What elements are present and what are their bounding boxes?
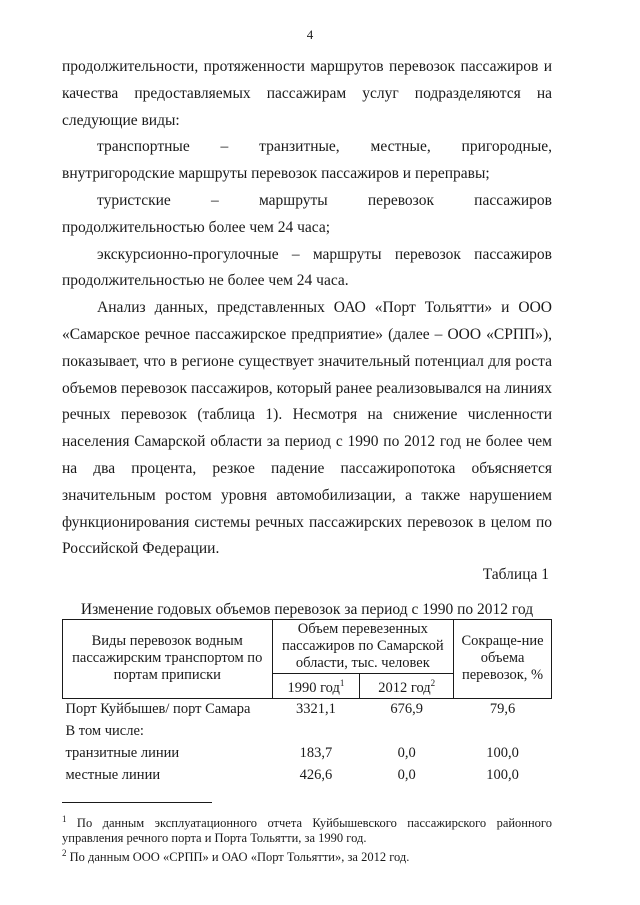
page-number: 4 xyxy=(306,27,314,42)
row-label: транзитные линии xyxy=(65,745,180,762)
data-table xyxy=(62,619,552,787)
footnote: $^2$ По данным ООО «СРПП» и ОАО «Порт Тольятти», за 2012 год. xyxy=(62,848,410,865)
cell-2012: 676,9 xyxy=(390,701,424,718)
cell-1990 xyxy=(272,721,360,743)
paragraph: экскурсионно-прогулочные – маршруты перевозок пассажиров продолжительностью не более чем 24 часа. xyxy=(62,245,552,290)
cell-2012: 0,0 xyxy=(397,745,416,762)
row-label: В том числе: xyxy=(65,723,144,740)
table-header-row xyxy=(63,620,552,674)
cell-1990: 426,6 xyxy=(299,767,333,784)
footnote-divider xyxy=(62,802,212,803)
cell-2012: 0,0 xyxy=(397,767,416,784)
header-1990: 1990 год$^1$ xyxy=(272,674,360,699)
row-label: местные линии xyxy=(65,767,161,784)
paragraph: продолжительности, протяженности маршрутов перевозок пассажиров и качества предоставляемых пассажирам услуг подразделяются на следующие виды: xyxy=(62,58,552,129)
header-reduction: Сокраще-ние объема перевозок, % xyxy=(454,620,552,699)
table-row xyxy=(63,765,552,787)
table-row xyxy=(63,743,552,765)
paragraph: транспортные – транзитные, местные, пригородные, внутригородские маршруты перевозок пассажиров и переправы; xyxy=(62,138,552,183)
cell-1990: 183,7 xyxy=(299,745,333,762)
table-label: Таблица 1 xyxy=(482,566,549,583)
paragraph: Анализ данных, представленных ОАО «Порт Тольятти» и ООО «Самарское речное пассажирское предприятие» (далее – ООО «СРПП»), показывает, что в регионе существует значительный потенциал для роста объемов перевозок пассажиров, который ранее реализовывался на линиях речных перевозок (таблица 1). Несмотря на снижение численности населения Самарской области за период с 1990 по 2012 год не более чем на два процента, резкое падение пассажиропотока объясняется значительным ростом уровня автомобилизации, а также нарушением функционирования системы речных пассажирских перевозок в целом по Российской Федерации. xyxy=(62,299,552,558)
header-volume: Объем перевезенных пассажиров по Самарской области, тыс. человек xyxy=(272,620,454,674)
body-text xyxy=(62,54,552,563)
cell-reduction: 100,0 xyxy=(486,767,519,784)
table-caption: Изменение годовых объемов перевозок за период с 1990 по 2012 год xyxy=(80,601,534,618)
paragraph: туристские – маршруты перевозок пассажиров продолжительностью более чем 24 часа; xyxy=(62,191,552,236)
footnotes xyxy=(62,812,552,865)
cell-reduction xyxy=(454,721,552,743)
cell-2012 xyxy=(360,721,454,743)
table-row xyxy=(63,721,552,743)
cell-reduction: 79,6 xyxy=(489,701,516,718)
header-2012: 2012 год$^2$ xyxy=(360,674,454,699)
cell-1990: 3321,1 xyxy=(295,701,336,718)
footnote: $^1$ По данным эксплуатационного отчета Куйбышевского пассажирского районного управления речного порта и Порта Тольятти, за 1990 год. xyxy=(62,814,552,846)
cell-reduction: 100,0 xyxy=(486,745,519,762)
table-row xyxy=(63,698,552,721)
row-label: Порт Куйбышев/ порт Самара xyxy=(65,701,251,718)
header-kind: Виды перевозок водным пассажирским транспортом по портам приписки xyxy=(63,620,273,699)
